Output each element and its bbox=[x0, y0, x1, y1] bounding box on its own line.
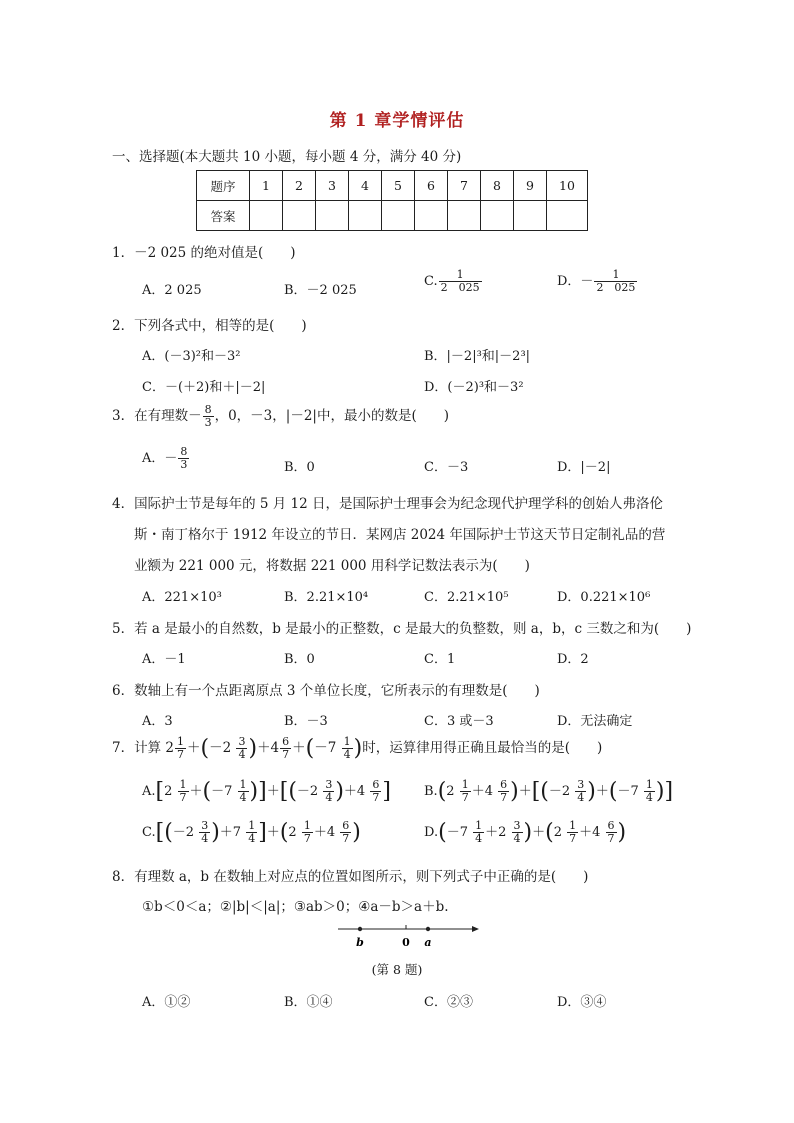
point-a-marker bbox=[426, 927, 430, 931]
table-cell: 6 bbox=[415, 171, 448, 201]
q6-option-c: C．3 或－3 bbox=[424, 714, 494, 729]
page-title: 第 1 章学情评估 bbox=[329, 111, 465, 131]
answer-cell[interactable] bbox=[448, 201, 481, 231]
question-3-stem bbox=[112, 404, 449, 429]
q1-option-c-label: C. bbox=[424, 274, 438, 290]
fraction-denominator: 2 025 bbox=[440, 281, 480, 295]
answer-cell[interactable] bbox=[547, 201, 588, 231]
point-a-label: a bbox=[424, 936, 432, 949]
q8-option-b: B．①④ bbox=[284, 995, 333, 1010]
q1-option-a: A．2 025 bbox=[142, 283, 202, 298]
q1-option-b: B．－2 025 bbox=[284, 283, 357, 298]
q4-option-a: A．221×10³ bbox=[142, 590, 222, 605]
question-8-stem: 8．有理数 a，b 在数轴上对应点的位置如图所示，则下列式子中正确的是( ) bbox=[112, 869, 589, 885]
fraction-denominator: 3 bbox=[180, 458, 188, 472]
q3-option-c: C．－3 bbox=[424, 460, 469, 475]
q7-fraction: $\frac{1}{7}$ bbox=[176, 735, 184, 762]
q7-stem-prefix: 7．计算 2 bbox=[112, 740, 174, 757]
point-b-label: b bbox=[356, 936, 364, 949]
q2-option-a: A．(－3)²和－3² bbox=[142, 349, 241, 364]
question-4-line-2: 斯・南丁格尔于 1912 年设立的节日．某网店 2024 年国际护士节这天节日定制礼品的营 bbox=[134, 527, 666, 543]
q1-option-c-fraction bbox=[439, 269, 482, 294]
q7-option-d: D.(－7 $\frac{1}{4}$ ＋2 $\frac{3}{4}$ )＋(2 $\frac{1}{7}$ ＋4 $\frac{6}{7}$ ) bbox=[424, 819, 627, 846]
q6-option-a: A．3 bbox=[142, 714, 173, 729]
table-cell: 3 bbox=[316, 171, 349, 201]
table-row bbox=[197, 201, 588, 231]
table-header-cell: 答案 bbox=[197, 201, 250, 231]
fraction-numerator: 8 bbox=[180, 445, 188, 458]
number-line-arrow-icon bbox=[472, 926, 479, 932]
answer-cell[interactable] bbox=[514, 201, 547, 231]
q2-option-b: B．|－2|³和|－2³| bbox=[424, 349, 531, 364]
q5-option-d: D．2 bbox=[557, 652, 589, 667]
q1-option-c bbox=[424, 269, 483, 294]
option-label: B. bbox=[424, 784, 438, 800]
question-7-stem: 7．计算 2 $\frac{1}{7}$ ＋(－2 $\frac{3}{4}$ )＋4 $\frac{6}{7}$ ＋(－7 $\frac{1}{4}$ )时，运算律用得正确且最恰当的是( ) bbox=[112, 735, 603, 762]
q5-option-a: A．－1 bbox=[142, 652, 186, 667]
point-b-marker bbox=[358, 927, 362, 931]
q1-option-d-fraction bbox=[594, 269, 637, 294]
answer-table bbox=[196, 170, 588, 231]
table-cell: 4 bbox=[349, 171, 382, 201]
number-line-figure bbox=[336, 918, 482, 952]
table-header-cell: 题序 bbox=[197, 171, 250, 201]
table-cell: 8 bbox=[481, 171, 514, 201]
q6-option-b: B．－3 bbox=[284, 714, 328, 729]
q8-option-a: A．①② bbox=[142, 995, 191, 1010]
fraction-numerator: 1 bbox=[594, 269, 637, 282]
q5-option-c: C．1 bbox=[424, 652, 456, 667]
q6-option-d: D．无法确定 bbox=[557, 714, 633, 729]
table-cell: 2 bbox=[283, 171, 316, 201]
q7-option-b: B.(2 $\frac{1}{7}$ ＋4 $\frac{6}{7}$ )＋[(－2 $\frac{3}{4}$ )＋(－7 $\frac{1}{4}$ )] bbox=[424, 778, 674, 805]
question-8-statements: ①b＜0＜a；②|b|＜|a|；③ab＞0；④a－b＞a＋b. bbox=[142, 899, 449, 915]
q2-option-d: D．(－2)³和－3² bbox=[424, 380, 524, 395]
q8-option-d: D．③④ bbox=[557, 995, 607, 1010]
option-label: C. bbox=[142, 825, 156, 841]
answer-cell[interactable] bbox=[382, 201, 415, 231]
question-4-line-1: 4．国际护士节是每年的 5 月 12 日，是国际护士理事会为纪念现代护理学科的创始人弗洛伦 bbox=[112, 496, 664, 512]
q3-stem-suffix: ，0，－3，|－2|中，最小的数是( ) bbox=[214, 408, 449, 425]
q3-option-a-fraction bbox=[178, 446, 189, 471]
answer-cell[interactable] bbox=[415, 201, 448, 231]
fraction-denominator: 2 025 bbox=[596, 281, 636, 295]
answer-cell[interactable] bbox=[481, 201, 514, 231]
q3-option-d: D．|－2| bbox=[557, 460, 611, 475]
answer-cell[interactable] bbox=[316, 201, 349, 231]
table-row bbox=[197, 171, 588, 201]
question-6-stem: 6．数轴上有一个点距离原点 3 个单位长度，它所表示的有理数是( ) bbox=[112, 683, 540, 699]
q7-stem-suffix: 时，运算律用得正确且最恰当的是( ) bbox=[362, 740, 603, 757]
q3-option-a bbox=[142, 446, 190, 471]
origin-label: 0 bbox=[402, 936, 410, 949]
q2-option-c: C．－(＋2)和＋|－2| bbox=[142, 380, 266, 395]
q4-option-b: B．2.21×10⁴ bbox=[284, 590, 369, 605]
fraction-numerator: 8 bbox=[204, 403, 212, 416]
fraction-numerator: 1 bbox=[439, 269, 482, 282]
question-4-line-3: 业额为 221 000 元，将数据 221 000 用科学记数法表示为( ) bbox=[134, 558, 530, 574]
q1-option-d-label: D．－ bbox=[557, 274, 594, 290]
table-cell: 1 bbox=[250, 171, 283, 201]
q3-stem-prefix: 3．在有理数－ bbox=[112, 408, 202, 425]
q4-option-c: C．2.21×10⁵ bbox=[424, 590, 509, 605]
answer-cell[interactable] bbox=[283, 201, 316, 231]
question-1-stem: 1．－2 025 的绝对值是( ) bbox=[112, 245, 296, 261]
option-label: D. bbox=[424, 825, 439, 841]
fraction-denominator: 3 bbox=[204, 416, 212, 430]
table-cell: 5 bbox=[382, 171, 415, 201]
table-cell: 9 bbox=[514, 171, 547, 201]
q5-option-b: B．0 bbox=[284, 652, 315, 667]
figure-caption: (第 8 题) bbox=[371, 962, 423, 977]
q8-option-c: C．②③ bbox=[424, 995, 473, 1010]
q7-option-c: C.[(－2 $\frac{3}{4}$ )＋7 $\frac{1}{4}$ ]＋(2 $\frac{1}{7}$ ＋4 $\frac{6}{7}$ ) bbox=[142, 819, 361, 846]
q3-fraction bbox=[203, 404, 214, 429]
question-2-stem: 2．下列各式中，相等的是( ) bbox=[112, 318, 307, 334]
option-label: A. bbox=[142, 784, 156, 800]
question-5-stem: 5．若 a 是最小的自然数，b 是最小的正整数，c 是最大的负整数，则 a，b，c 三数之和为( ) bbox=[112, 621, 692, 637]
table-cell: 10 bbox=[547, 171, 588, 201]
q3-option-b: B．0 bbox=[284, 460, 315, 475]
q3-option-a-label: A．－ bbox=[142, 451, 178, 467]
table-cell: 7 bbox=[448, 171, 481, 201]
q7-option-a: A.[2 $\frac{1}{7}$ ＋(－7 $\frac{1}{4}$ )]＋[(－2 $\frac{3}{4}$ )＋4 $\frac{6}{7}$ ] bbox=[142, 778, 391, 805]
answer-cell[interactable] bbox=[349, 201, 382, 231]
q1-option-d bbox=[557, 269, 638, 294]
q4-option-d: D．0.221×10⁶ bbox=[557, 590, 651, 605]
answer-cell[interactable] bbox=[250, 201, 283, 231]
section-heading: 一、选择题(本大题共 10 小题，每小题 4 分，满分 40 分) bbox=[112, 149, 462, 165]
